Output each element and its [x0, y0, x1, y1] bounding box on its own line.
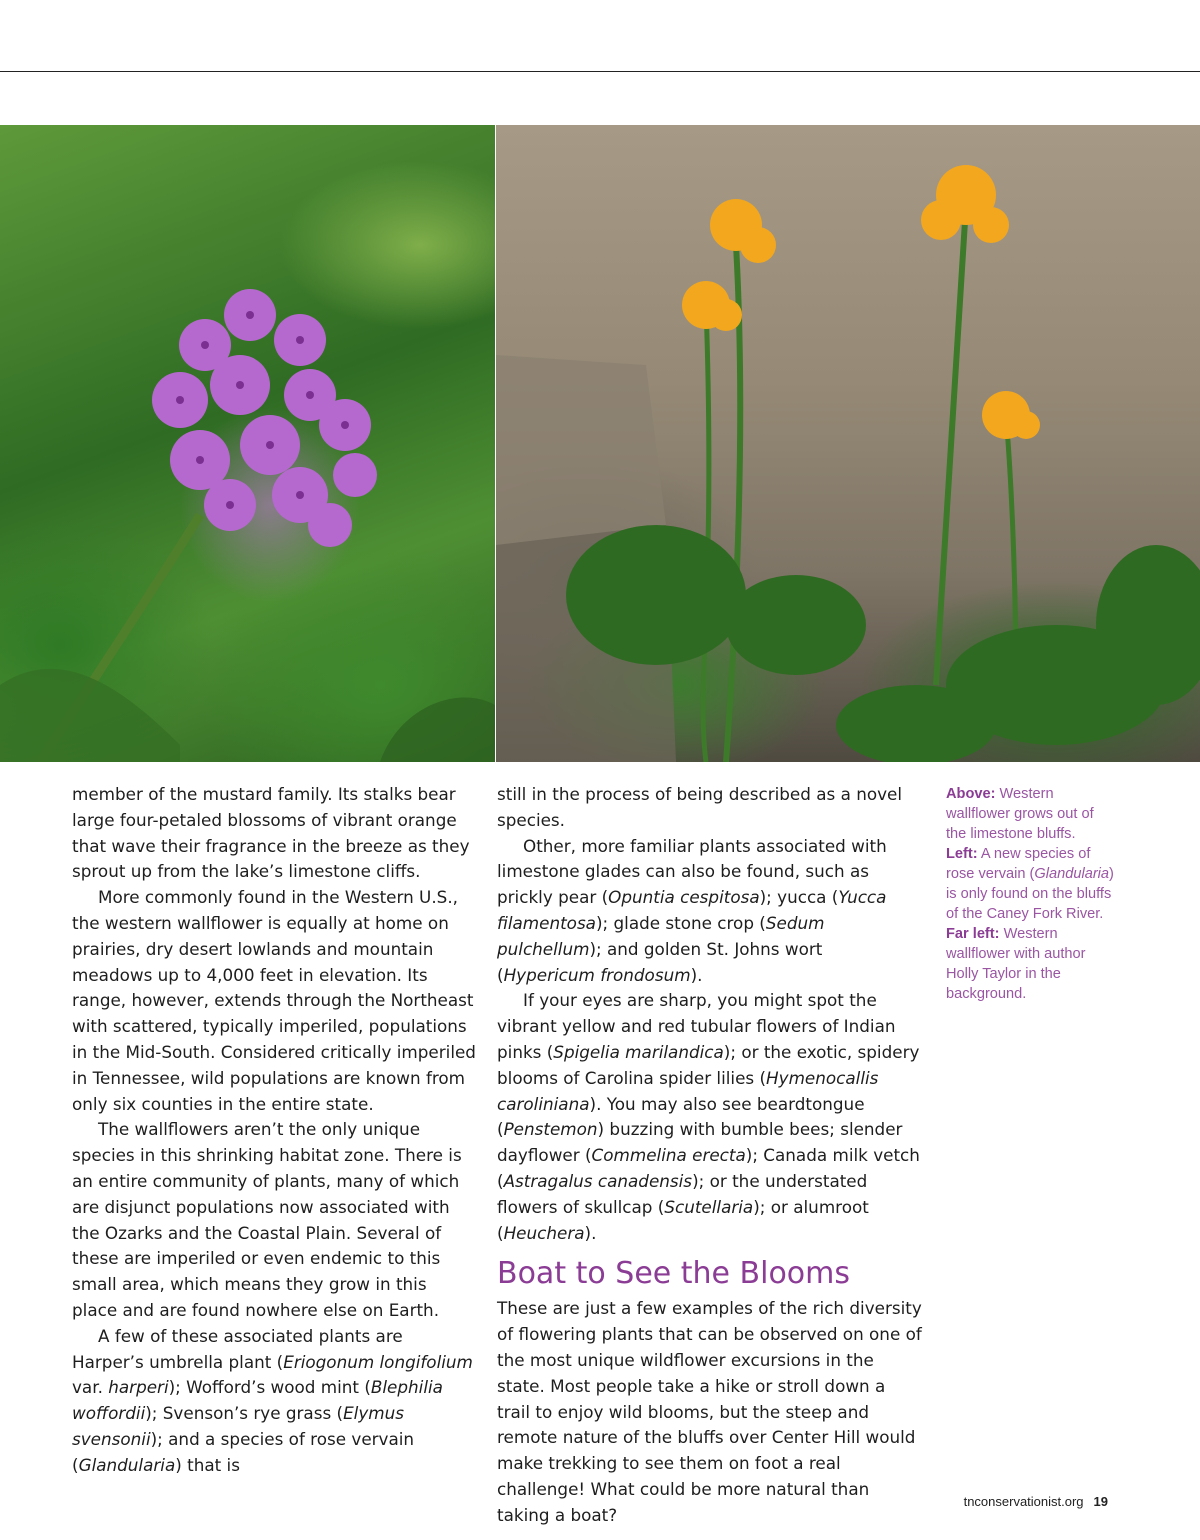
rose-vervain-illustration [0, 125, 495, 762]
body-paragraph [497, 1296, 923, 1528]
text-run: ). [690, 964, 703, 985]
caption-left-label: Left: [946, 846, 978, 862]
section-heading: Boat to See the Blooms [497, 1256, 851, 1292]
species-name: Hypericum frondosum [503, 964, 691, 985]
species-name: Heuchera [503, 1222, 585, 1243]
text-run: ) that is [175, 1454, 240, 1475]
text-run: ). You may also see beardtongue ( [497, 1093, 865, 1140]
species-name: Penstemon [503, 1119, 598, 1140]
body-paragraph [497, 834, 923, 989]
text-run: ); Svenson’s rye grass ( [145, 1403, 344, 1424]
species-name: Commelina erecta [591, 1145, 746, 1166]
caption-left [946, 844, 1116, 924]
text-run: Other, more familiar plants associated with limestone glades can also be found, such as prickly pear ( [497, 835, 887, 908]
body-paragraph [72, 1324, 476, 1479]
caption-above-label: Above: [946, 786, 996, 802]
body-paragraph [72, 782, 476, 885]
species-name: Hymenocallis caroliniana [497, 1067, 879, 1114]
text-run: The wallflowers aren’t the only unique species in this shrinking habitat zone. There is an entire community of plants, many of which are disjunct populations now associated with the Ozarks and the Coastal Plain. Several of these are imperiled or even endemic to this small area, which means they grow in this place and are found nowhere else on Earth. [72, 1119, 462, 1320]
text-run: ) buzzing with bumble bees; slender dayflower ( [497, 1119, 903, 1166]
text-run: If your eyes are sharp, you might spot the vibrant yellow and red tubular flowers of Indian pinks ( [497, 990, 896, 1062]
species-name: harperi [108, 1377, 169, 1398]
header-rule [0, 71, 1200, 72]
caption-left-italic: Glandularia [1034, 866, 1110, 882]
text-run: These are just a few examples of the rich diversity of flowering plants that can be observed on one of the most unique wildflower excursions in the state. Most people take a hike or stroll down a trail to enjoy wild blooms, but the steep and remote nature of the bluffs over Center Hill would make trekking to see them on foot a real challenge! What could be more natural than taking a boat? [497, 1298, 922, 1525]
species-name: Astragalus canadensis [503, 1170, 693, 1191]
body-paragraph [497, 988, 923, 1246]
text-run: ). [584, 1222, 597, 1243]
page-number: 19 [1093, 1494, 1108, 1509]
text-run: var. [72, 1377, 109, 1398]
species-name: Scutellaria [664, 1196, 754, 1217]
species-name: Blephilia woffordii [72, 1377, 443, 1424]
species-name: Spigelia marilandica [553, 1041, 724, 1062]
caption-above-text: Western wallflower grows out of the limestone bluffs. [946, 786, 1094, 842]
text-run: ); or the exotic, spidery blooms of Carolina spider lilies ( [497, 1041, 920, 1088]
text-run: ); and golden St. Johns wort ( [497, 938, 823, 985]
text-run: ); glade stone crop ( [595, 912, 766, 933]
body-column-2 [497, 782, 923, 1529]
text-run: still in the process of being described as a novel species. [497, 784, 903, 830]
text-run: ); Wofford’s wood mint ( [168, 1377, 371, 1398]
text-run: ); or alumroot ( [497, 1196, 869, 1243]
species-name: Yucca filamentosa [497, 887, 887, 933]
body-paragraph [72, 885, 476, 1117]
western-wallflower-illustration [496, 125, 1200, 762]
text-run: member of the mustard family. Its stalks bear large four-petaled blossoms of vibrant orange that wave their fragrance in the breeze as they sprout up from the lake’s limestone cliffs. [72, 784, 470, 882]
body-paragraph [497, 782, 923, 834]
caption-far-left-text: Western wallflower with author Holly Taylor in the background. [946, 926, 1086, 1002]
caption-far-left [946, 924, 1116, 1004]
species-name: Sedum pulchellum [497, 912, 825, 959]
footer-site: tnconservationist.org [963, 1494, 1084, 1509]
species-name: Eriogonum longifolium [283, 1351, 473, 1372]
text-run: A few of these associated plants are Harper’s umbrella plant ( [72, 1325, 403, 1372]
caption-left-text-1: A new species of rose vervain ( [946, 846, 1091, 882]
caption-above [946, 784, 1116, 844]
page-footer [964, 1494, 1108, 1509]
species-name: Elymus svensonii [72, 1403, 405, 1449]
body-column-1 [72, 782, 476, 1479]
body-paragraph [72, 1117, 476, 1323]
caption-left-text-2: ) is only found on the bluffs of the Caney Fork River. [946, 866, 1114, 922]
text-run: ); and a species of rose vervain ( [72, 1428, 415, 1475]
photo-caption [946, 784, 1116, 1004]
species-name: Glandularia [78, 1454, 176, 1475]
text-run: ); yucca ( [759, 887, 839, 908]
species-name: Opuntia cespitosa [608, 887, 760, 908]
text-run: ); or the understated flowers of skullcap ( [497, 1170, 868, 1217]
caption-far-left-label: Far left: [946, 926, 1000, 942]
text-run: More commonly found in the Western U.S., the western wallflower is equally at home on prairies, dry desert lowlands and mountain meadows up to 4,000 feet in elevation. Its range, however, extends through the Northeast with scattered, typically imperiled, populations in the Mid-South. Considered critically imperiled in Tennessee, wild populations are known from only six counties in the entire state. [72, 887, 476, 1114]
western-wallflower-photo [496, 125, 1200, 762]
text-run: ); Canada milk vetch ( [497, 1145, 920, 1191]
rose-vervain-photo [0, 125, 495, 762]
